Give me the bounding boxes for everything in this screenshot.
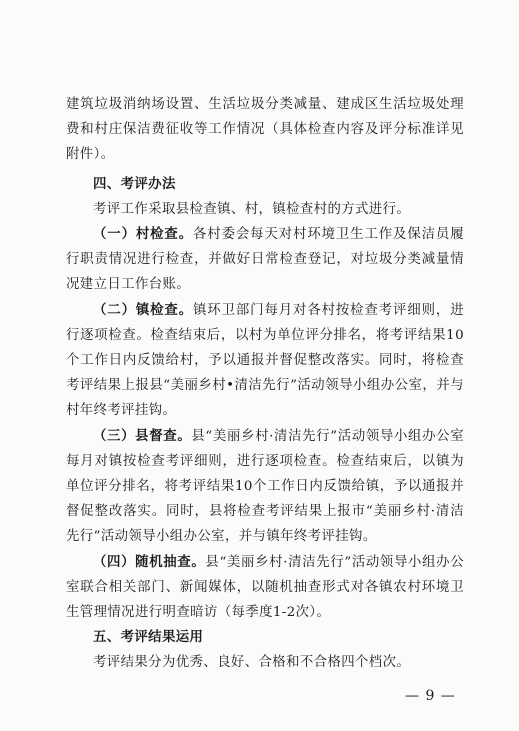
item-village-check-title: （一）村检查。 [93,227,194,243]
section-heading-5: 五、考评结果运用 [93,630,204,646]
document-body [66,92,464,676]
result-paragraph: 考评结果分为优秀、良好、合格和不合格四个档次。 [93,655,411,671]
item-random-check [66,550,464,626]
item-random-check-title: （四）随机抽查。 [93,554,206,570]
page-number: — 9 — [405,688,456,704]
item-county-supervision-text: 县“美丽乡村·清洁先行”活动领导小组办公室每月对镇按检查考评细则，进行逐项检查。检查结束后，以镇为单位评分排名，将考评结果10个工作日内反馈给镇，予以通报并督促整改落实。同时，县将检查考评结果上报市“美丽乡村·清洁先行”活动领导小组办公室，并与镇年终考评挂钩。 [66,428,464,545]
item-county-supervision-title: （三）县督查。 [93,428,192,444]
intro-paragraph: 考评工作采取县检查镇、村，镇检查村的方式进行。 [93,201,411,217]
item-village-check-text: 各村委会每天对村环境卫生工作及保洁员履行职责情况进行检查，并做好日常检查登记，对垃圾分类减量情况建立日工作台账。 [66,227,464,293]
item-county-supervision [66,424,464,550]
item-town-check-text: 镇环卫部门每月对各村按检查考评细则，进行逐项检查。检查结束后，以村为单位评分排名，将考评结果10个工作日内反馈给村，予以通报并督促整改落实。同时，将检查考评结果上报县“美丽乡村•清洁先行”活动领导小组办公室，并与村年终考评挂钩。 [66,302,464,419]
item-village-check [66,222,464,298]
paragraph-continuation: 建筑垃圾消纳场设置、生活垃圾分类减量、建成区生活垃圾处理费和村庄保洁费征收等工作情况（具体检查内容及评分标准详见附件）。 [66,97,464,163]
section-heading-4: 四、考评办法 [93,176,176,192]
item-random-check-text: 县“美丽乡村·清洁先行”活动领导小组办公室联合相关部门、新闻媒体，以随机抽查形式对各镇农村环境卫生管理情况进行明查暗访（每季度1-2次）。 [66,554,464,621]
item-town-check [66,298,464,424]
item-town-check-title: （二）镇检查。 [93,302,194,318]
